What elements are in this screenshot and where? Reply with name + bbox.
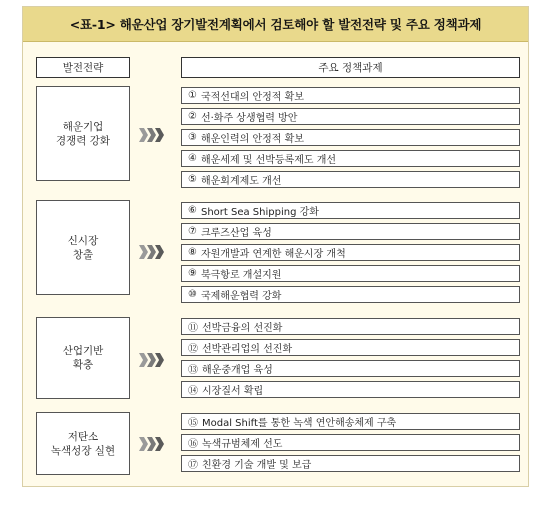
task-text: 해운회계제도 개선 [200, 176, 282, 187]
header-tasks: 주요 정책과제 [181, 57, 520, 78]
task-text: Modal Shift를 통한 녹색 연안해송체제 구축 [202, 418, 397, 429]
task-number: ④ [188, 153, 197, 164]
strategy-line: 해운기업 [62, 120, 104, 133]
task-number: ⑪ [188, 323, 198, 334]
task-text: Short Sea Shipping 강화 [200, 207, 319, 218]
task-text: 선·화주 상생협력 방안 [200, 113, 298, 124]
task-row [181, 87, 520, 104]
arrow-icon [139, 244, 173, 260]
table-title: <표-1> 해운산업 장기발전계획에서 검토해야 할 발전전략 및 주요 정책과제 [23, 7, 528, 42]
strategy-box-low-carbon [36, 412, 130, 475]
task-row [181, 244, 520, 261]
task-number: ⑬ [188, 365, 198, 376]
task-number: ① [188, 90, 197, 101]
task-row [181, 223, 520, 240]
task-row [181, 413, 520, 430]
strategy-box-competitiveness [36, 86, 130, 181]
strategy-line: 신시장 [67, 234, 99, 247]
task-row [181, 171, 520, 188]
task-text: 자원개발과 연계한 해운시장 개척 [200, 249, 346, 260]
task-number: ⑮ [188, 418, 198, 429]
task-row [181, 108, 520, 125]
task-text: 선박금융의 선진화 [202, 323, 283, 334]
task-row [181, 265, 520, 282]
strategy-line: 확충 [72, 359, 94, 371]
task-number: ⑦ [188, 226, 197, 237]
task-text: 국적선대의 안정적 확보 [200, 92, 304, 103]
task-text: 친환경 기술 개발 및 보급 [202, 460, 312, 471]
header-strategy: 발전전략 [36, 57, 130, 78]
strategy-line: 산업기반 [62, 345, 104, 357]
task-number: ⑫ [188, 344, 198, 355]
task-number: ⑰ [188, 460, 198, 471]
arrow-icon [139, 436, 173, 452]
arrow-icon [139, 127, 173, 143]
task-number: ⑤ [188, 174, 197, 185]
task-number: ⑩ [188, 289, 197, 300]
task-text: 해운중개업 육성 [202, 365, 273, 376]
task-number: ② [188, 111, 197, 122]
task-number: ⑥ [188, 205, 197, 216]
task-row [181, 339, 520, 356]
task-number: ⑯ [188, 439, 198, 450]
table-frame [22, 6, 529, 487]
task-text: 해운세제 및 선박등록제도 개선 [200, 155, 337, 166]
strategy-box-infrastructure [36, 317, 130, 399]
strategy-box-new-market [36, 200, 130, 295]
strategy-line: 저탄소 [67, 430, 99, 443]
task-row [181, 202, 520, 219]
task-number: ③ [188, 132, 197, 143]
task-row [181, 381, 520, 398]
task-row [181, 434, 520, 451]
task-number: ⑭ [188, 386, 198, 397]
task-text: 크루즈산업 육성 [200, 228, 272, 239]
task-text: 해운인력의 안정적 확보 [200, 134, 304, 145]
task-row [181, 150, 520, 167]
task-text: 녹색규범체제 선도 [202, 439, 283, 450]
task-text: 시장질서 확립 [202, 386, 264, 397]
task-text: 북극항로 개설지원 [200, 270, 282, 281]
task-row [181, 286, 520, 303]
strategy-line: 녹색성장 실현 [50, 444, 116, 457]
task-row [181, 318, 520, 335]
task-text: 국제해운협력 강화 [200, 291, 282, 302]
arrow-icon [139, 352, 173, 368]
task-row [181, 360, 520, 377]
strategy-line: 경쟁력 강화 [55, 134, 111, 147]
task-row [181, 129, 520, 146]
task-number: ⑨ [188, 268, 197, 279]
strategy-line: 창출 [72, 248, 94, 261]
task-number: ⑧ [188, 247, 197, 258]
task-row [181, 455, 520, 472]
task-text: 선박관리업의 선진화 [202, 344, 293, 355]
